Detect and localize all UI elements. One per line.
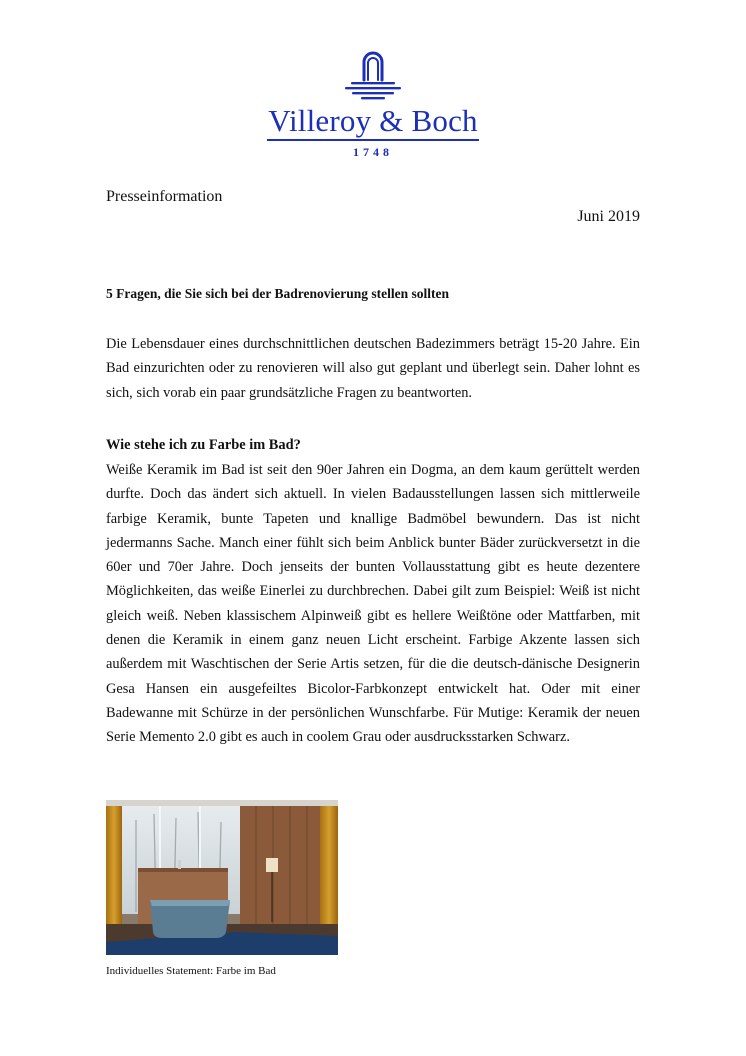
document-title: 5 Fragen, die Sie sich bei der Badrenovierung stellen sollten [106, 286, 449, 301]
section-heading: Wie stehe ich zu Farbe im Bad? [106, 437, 301, 453]
document-label: Presseinformation [106, 188, 223, 205]
brand-year: 1748 [353, 145, 393, 159]
brand-logo [255, 40, 491, 162]
bathroom-photo [106, 800, 338, 955]
arch-fountain-icon [255, 40, 491, 102]
intro-paragraph: Die Lebensdauer eines durchschnittlichen deutschen Badezimmers beträgt 15-20 Jahre. Ein Bad einzurichten oder zu renovieren will also gut geplant und überlegt sein. Daher lohnt es sich, sich vorab ein paar grundsätzliche Fragen zu beantworten. [106, 336, 640, 401]
section-body: Weiße Keramik im Bad ist seit den 90er Jahren ein Dogma, an dem kaum gerüttelt werden durfte. Doch das ändert sich aktuell. In vielen Badausstellungen lassen sich mittlerweile farbige Keramik, bunte Tapeten und knallige Badmöbel bewundern. Das ist nicht jedermanns Sache. Manch einer fühlt sich beim Anblick bunter Bäder zurückversetzt in die 60er und 70er Jahre. Doch jenseits der bunten Vollausstattung gibt es heute dezentere Möglichkeiten, das weiße Einerlei zu durchbrechen. Dabei gilt zum Beispiel: Weiß ist nicht gleich weiß. Neben klassischem Alpinweiß gibt es hellere Weißtöne oder Mattfarben, mit denen die Keramik in einem ganz neuen Licht erscheint. Farbige Akzente lassen sich außerdem mit Waschtischen der Serie Artis setzen, für die die deutsch-dänische Designerin Gesa Hansen ein ausgefeiltes Bicolor-Farbkonzept entwickelt hat. Oder mit einer Badewanne mit Schürze in der persönlichen Wunschfarbe. Für Mutige: Keramik der neuen Serie Memento 2.0 gibt es auch in coolem Grau oder ausdrucksstarken Schwarz. [106, 462, 640, 746]
document-date: Juni 2019 [577, 208, 640, 225]
brand-name: Villeroy & Boch [268, 103, 478, 138]
brand-underline [267, 139, 479, 141]
image-caption: Individuelles Statement: Farbe im Bad [106, 965, 276, 977]
